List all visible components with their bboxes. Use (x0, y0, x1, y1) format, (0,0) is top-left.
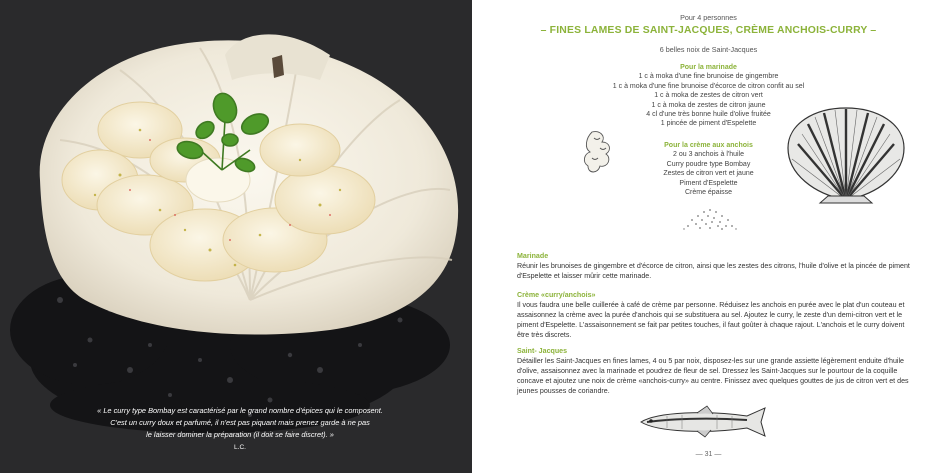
step-marinade (517, 252, 917, 282)
chef-quote (70, 405, 410, 454)
page-number: — 31 — (695, 451, 722, 458)
ingredient-item: 1 c à moka de zestes de citron vert (654, 92, 763, 100)
ginger-icon (582, 128, 618, 176)
step-heading: Marinade (517, 252, 549, 260)
ingredient-item: 1 c à moka d'une fine brunoise de gingembre (638, 73, 779, 81)
anchovy-fish-icon (637, 404, 783, 440)
ingredient-item: Piment d'Espelette (679, 179, 738, 187)
ingredient-item: 1 c à moka de zestes de citron jaune (651, 101, 766, 109)
servings-label: Pour 4 personnes (680, 13, 737, 22)
scallop-shell-icon (784, 104, 908, 204)
quote-signature: L.C. (234, 444, 246, 451)
ingredient-item: 1 pincée de piment d'Espelette (660, 120, 757, 128)
ingredient-item: Crème épaisse (684, 189, 733, 197)
scallop-dish-photo (0, 0, 472, 473)
step-heading: Saint- Jacques (517, 347, 568, 355)
ingredient-item: Zestes de citron vert et jaune (663, 170, 754, 178)
marinade-heading: Pour la marinade (680, 64, 737, 71)
step-creme (517, 291, 917, 341)
quote-line: le laisser dominer la préparation (il doit se faire discret). » (146, 430, 334, 439)
step-text: Réunir les brunoises de gingembre et d'écorce de citron, ainsi que les zestes des citrons, l'huile d'olive et la pincée de piment d'Espelette et laisser mûrir cette marinade. (517, 261, 910, 280)
quote-line: « Le curry type Bombay est caractérisé par le grand nombre d'épices qui le composent. (97, 406, 383, 415)
quote-line: C'est un curry doux et parfumé, il n'est pas piquant mais prenez garde à ne pas (110, 418, 370, 427)
ingredient-item: 1 c à moka d'une fine brunoise d'écorce de citron confit au sel (612, 82, 805, 90)
step-text: Détailler les Saint-Jacques en fines lames, 4 ou 5 par noix, disposez-les sur une grande assiette légèrement enduite d'huile d'olive, assaisonnez avec la marinade et poudrez de fleur de sel. Dressez les Saint-Jacques sur le pourtour de la coquille concave et ajoutez une noix de crème «anchois-curry» au centre. Finissez avec quelques gouttes de jus de citron vert et des jeunes pousses de coriandre. (517, 356, 909, 395)
ingredient-item: 4 cl d'une très bonne huile d'olive fruitée (646, 111, 771, 119)
ingredient-item: 2 ou 3 anchois à l'huile (673, 151, 744, 159)
spice-pile-icon (672, 200, 746, 234)
photo-page (0, 0, 472, 473)
recipe-title: – FINES LAMES DE SAINT-JACQUES, CRÈME ANCHOIS-CURRY – (540, 25, 877, 36)
step-saint-jacques (517, 347, 917, 397)
recipe-page (472, 0, 945, 473)
main-ingredient: 6 belles noix de Saint-Jacques (659, 45, 758, 54)
creme-heading: Pour la crème aux anchois (664, 142, 753, 149)
step-text: Il vous faudra une belle cuillerée à café de crème par personne. Réduisez les anchois en purée avec le plat d'un couteau et assaisonnez la crème avec la purée d'anchois qui se substituera au sel. Ajoutez le curry, le zeste d'un demi-citron vert et le piment d'Espelette. L'assaisonnement se fait par petites touches, il faut goûter à chaque rajout. L'anchois et le curry doivent être très discrets. (517, 300, 905, 339)
step-heading: Crème «curry/anchois» (517, 291, 596, 299)
ingredient-item: Curry poudre type Bombay (666, 160, 751, 168)
